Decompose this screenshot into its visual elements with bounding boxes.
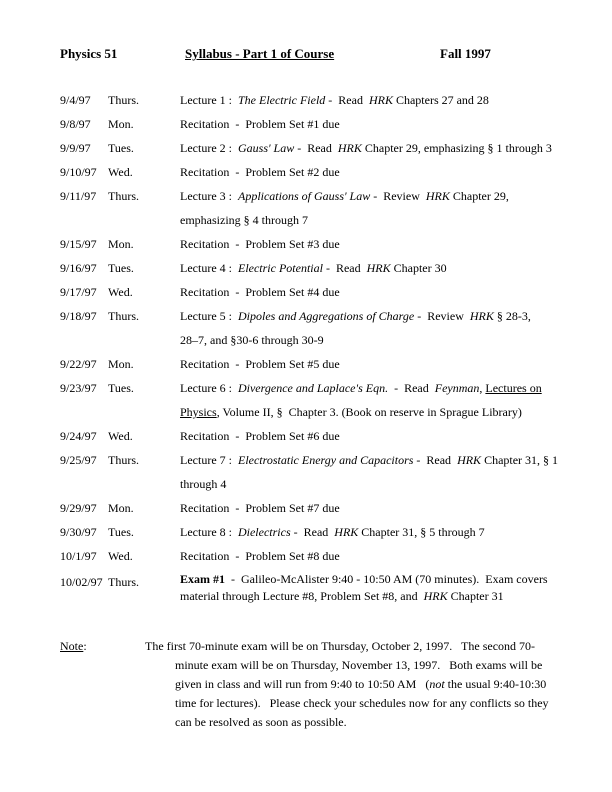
schedule-description	[180, 184, 565, 232]
text-segment: - Read	[325, 93, 369, 107]
text-segment: HRK	[469, 309, 494, 323]
schedule-day: Mon.	[108, 117, 134, 131]
note-label-colon: :	[83, 639, 87, 653]
schedule-row	[60, 376, 565, 424]
description-line	[180, 472, 565, 496]
text-segment: Lectures on	[485, 381, 542, 395]
text-segment: minute exam will be on Thursday, November 13, 1997. Both exams will be	[175, 658, 543, 672]
text-segment: , Volume II, § Chapter 3. (Book on reserve in Sprague Library)	[216, 405, 522, 419]
schedule-day: Wed.	[108, 549, 133, 563]
text-segment: Recitation - Problem Set #4 due	[180, 285, 340, 299]
schedule-row	[60, 280, 565, 304]
text-segment: Recitation - Problem Set #6 due	[180, 429, 340, 443]
text-segment: Chapter 31, § 1	[481, 453, 559, 467]
schedule-date: 9/9/97	[60, 141, 91, 155]
note-label-text: Note	[60, 639, 84, 653]
text-segment: Lecture 6 :	[180, 381, 238, 395]
text-segment: HRK	[366, 261, 391, 275]
schedule-date: 10/1/97	[60, 549, 97, 563]
schedule-description	[180, 232, 565, 256]
text-segment: Chapter 30	[390, 261, 447, 275]
description-line	[180, 280, 565, 304]
text-segment: HRK	[457, 453, 482, 467]
text-segment: time for lectures). Please check your schedules now for any conflicts so they	[175, 696, 549, 710]
text-segment: The Electric Field	[237, 93, 326, 107]
schedule-day: Tues.	[108, 381, 134, 395]
text-segment: Recitation - Problem Set #3 due	[180, 237, 340, 251]
schedule-row	[60, 496, 565, 520]
schedule-date: 9/24/97	[60, 429, 97, 443]
description-line	[180, 304, 565, 328]
description-line	[180, 232, 565, 256]
description-line	[180, 400, 565, 424]
description-line	[180, 160, 565, 184]
schedule-date: 9/30/97	[60, 525, 97, 539]
text-segment: Chapter 31, § 5 through 7	[358, 525, 485, 539]
text-segment: Physics	[180, 405, 217, 419]
schedule-description	[180, 376, 565, 424]
schedule-day: Wed.	[108, 429, 133, 443]
schedule-description	[180, 304, 565, 352]
schedule-row	[60, 232, 565, 256]
text-segment: 28–7, and §30-6 through 30-9	[180, 333, 324, 347]
text-segment: Chapter 29, emphasizing § 1 through 3	[361, 141, 552, 155]
text-segment: given in class and will run from 9:40 to 10:50 AM (	[175, 677, 430, 691]
text-segment: Dipoles and Aggregations of Charge	[237, 309, 415, 323]
text-segment: Chapters 27 and 28	[392, 93, 489, 107]
schedule-row	[60, 160, 565, 184]
note-line	[145, 637, 612, 656]
text-segment: ,	[479, 381, 486, 395]
text-segment: can be resolved as soon as possible.	[175, 715, 347, 729]
text-segment: HRK	[425, 189, 450, 203]
text-segment: Lecture 7 :	[180, 453, 238, 467]
text-segment: - Read	[413, 453, 458, 467]
schedule-date: 9/25/97	[60, 453, 97, 467]
description-line	[180, 112, 565, 136]
text-segment: Lecture 4 :	[180, 261, 238, 275]
schedule-date: 9/16/97	[60, 261, 97, 275]
description-line	[180, 88, 565, 112]
text-segment: Electrostatic Energy and Capacitors	[237, 453, 414, 467]
text-segment: - Review	[370, 189, 426, 203]
text-segment: Recitation - Problem Set #2 due	[180, 165, 340, 179]
schedule-day: Wed.	[108, 165, 133, 179]
schedule-date: 9/23/97	[60, 381, 97, 395]
text-segment: Chapter 31	[447, 589, 504, 603]
schedule-row	[60, 544, 565, 568]
schedule-row	[60, 184, 565, 232]
text-segment: Gauss' Law	[237, 141, 295, 155]
text-segment: HRK	[423, 589, 448, 603]
description-line	[180, 352, 565, 376]
schedule-description	[180, 424, 565, 448]
schedule-day: Wed.	[108, 285, 133, 299]
text-segment: § 28-3,	[493, 309, 531, 323]
schedule-row	[60, 304, 565, 352]
text-segment: - Read	[322, 261, 367, 275]
text-segment: The first 70-minute exam will be on Thursday, October 2, 1997. The second 70-	[145, 639, 536, 653]
schedule-table	[60, 88, 565, 605]
text-segment: Applications of Gauss' Law	[237, 189, 371, 203]
text-segment: Lecture 3 :	[180, 189, 238, 203]
schedule-description	[180, 256, 565, 280]
schedule-description	[180, 112, 565, 136]
schedule-day: Thurs.	[108, 575, 139, 589]
text-segment: Recitation - Problem Set #8 due	[180, 549, 340, 563]
schedule-description	[180, 448, 565, 496]
description-line	[180, 588, 565, 605]
note-line	[175, 675, 612, 694]
schedule-day: Thurs.	[108, 309, 139, 323]
schedule-row	[60, 112, 565, 136]
note-line	[175, 656, 612, 675]
text-segment: Recitation - Problem Set #5 due	[180, 357, 340, 371]
text-segment: - Review	[414, 309, 470, 323]
schedule-description	[180, 520, 565, 544]
schedule-row	[60, 88, 565, 112]
text-segment: Feynman	[434, 381, 480, 395]
schedule-description	[180, 280, 565, 304]
text-segment: - Read	[290, 525, 335, 539]
text-segment: through 4	[180, 477, 227, 491]
schedule-row-exam	[60, 568, 565, 605]
schedule-date: 9/22/97	[60, 357, 97, 371]
schedule-day: Mon.	[108, 501, 134, 515]
schedule-description	[180, 571, 565, 605]
text-segment: emphasizing § 4 through 7	[180, 213, 308, 227]
schedule-day: Mon.	[108, 237, 134, 251]
text-segment: Divergence and Laplace's Eqn.	[237, 381, 389, 395]
schedule-row	[60, 256, 565, 280]
schedule-row	[60, 520, 565, 544]
schedule-row	[60, 424, 565, 448]
schedule-date: 9/4/97	[60, 93, 91, 107]
schedule-date: 9/10/97	[60, 165, 97, 179]
text-segment: HRK	[334, 525, 359, 539]
text-segment: Lecture 1 :	[180, 93, 238, 107]
description-line	[180, 571, 565, 588]
schedule-date: 9/18/97	[60, 309, 97, 323]
schedule-row	[60, 352, 565, 376]
text-segment: Electric Potential	[237, 261, 323, 275]
note-body	[145, 637, 612, 732]
schedule-row	[60, 448, 565, 496]
text-segment: - Read	[388, 381, 435, 395]
description-line	[180, 424, 565, 448]
text-segment: Recitation - Problem Set #1 due	[180, 117, 340, 131]
schedule-day: Thurs.	[108, 93, 139, 107]
schedule-date: 9/15/97	[60, 237, 97, 251]
schedule-day: Thurs.	[108, 453, 139, 467]
text-segment: - Read	[294, 141, 338, 155]
description-line	[180, 448, 565, 472]
description-line	[180, 328, 565, 352]
schedule-description	[180, 496, 565, 520]
text-segment: the usual 9:40-10:30	[444, 677, 547, 691]
description-line	[180, 184, 565, 208]
term-label: Fall 1997	[440, 46, 491, 61]
schedule-date: 9/11/97	[60, 189, 97, 203]
note-line	[175, 713, 612, 732]
text-segment: not	[429, 677, 445, 691]
text-segment: HRK	[368, 93, 393, 107]
schedule-description	[180, 352, 565, 376]
text-segment: Exam #1	[180, 572, 225, 586]
schedule-date: 9/29/97	[60, 501, 97, 515]
text-segment: material through Lecture #8, Problem Set #8, and	[180, 589, 424, 603]
schedule-date: 9/8/97	[60, 117, 91, 131]
note-line	[175, 694, 612, 713]
schedule-description	[180, 544, 565, 568]
schedule-date: 10/02/97	[60, 575, 103, 589]
schedule-description	[180, 136, 565, 160]
description-line	[180, 496, 565, 520]
description-line	[180, 136, 565, 160]
text-segment: Lecture 5 :	[180, 309, 238, 323]
text-segment: Recitation - Problem Set #7 due	[180, 501, 340, 515]
note-label	[60, 637, 87, 656]
schedule-date: 9/17/97	[60, 285, 97, 299]
text-segment: Dielectrics	[237, 525, 291, 539]
schedule-description	[180, 160, 565, 184]
description-line	[180, 520, 565, 544]
schedule-day: Tues.	[108, 525, 134, 539]
description-line	[180, 208, 565, 232]
text-segment: Lecture 2 :	[180, 141, 238, 155]
schedule-day: Mon.	[108, 357, 134, 371]
text-segment: Lecture 8 :	[180, 525, 238, 539]
description-line	[180, 256, 565, 280]
schedule-row	[60, 136, 565, 160]
text-segment: - Galileo-McAlister 9:40 - 10:50 AM (70 minutes). Exam covers	[225, 572, 548, 586]
page-title: Syllabus - Part 1 of Course	[185, 46, 335, 61]
schedule-day: Tues.	[108, 261, 134, 275]
schedule-day: Thurs.	[108, 189, 139, 203]
schedule-day: Tues.	[108, 141, 134, 155]
description-line	[180, 544, 565, 568]
schedule-description	[180, 88, 565, 112]
course-name: Physics 51	[60, 46, 118, 61]
text-segment: Chapter 29,	[449, 189, 509, 203]
description-line	[180, 376, 565, 400]
text-segment: HRK	[337, 141, 362, 155]
